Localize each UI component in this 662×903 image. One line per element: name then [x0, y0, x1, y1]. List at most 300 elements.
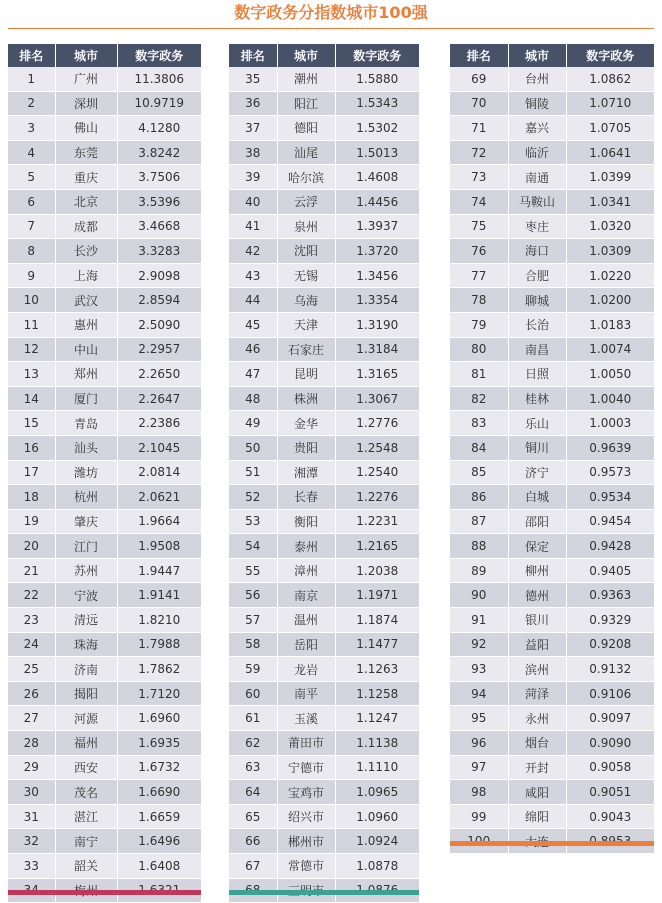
- city-cell: 西安: [55, 755, 117, 780]
- city-cell: 韶关: [55, 854, 117, 879]
- rank-cell: 85: [450, 460, 508, 485]
- rank-cell: 80: [450, 337, 508, 362]
- rank-cell: 70: [450, 91, 508, 116]
- city-cell: 潍坊: [55, 460, 117, 485]
- page-title: 数字政务分指数城市100强: [234, 3, 428, 22]
- score-cell: 2.5090: [117, 312, 201, 337]
- rank-cell: 60: [229, 681, 277, 706]
- header-rank: 排名: [450, 44, 508, 67]
- city-cell: 深圳: [55, 91, 117, 116]
- rank-cell: 87: [450, 509, 508, 534]
- rank-cell: 75: [450, 214, 508, 239]
- rank-cell: 23: [8, 608, 55, 633]
- score-cell: 1.3184: [335, 337, 419, 362]
- score-cell: 1.6496: [117, 829, 201, 854]
- rank-cell: 78: [450, 288, 508, 313]
- table-row: [229, 362, 419, 387]
- table-row: [229, 681, 419, 706]
- table-row: [229, 829, 419, 854]
- score-cell: 1.0960: [335, 804, 419, 829]
- table-row: [8, 386, 201, 411]
- score-cell: 1.0320: [566, 214, 654, 239]
- city-cell: 南宁: [55, 829, 117, 854]
- score-cell: 0.9405: [566, 558, 654, 583]
- score-cell: 1.3354: [335, 288, 419, 313]
- score-cell: 1.6960: [117, 706, 201, 731]
- table-row: [450, 558, 654, 583]
- table-row: [450, 239, 654, 264]
- score-cell: 1.1971: [335, 583, 419, 608]
- city-cell: 开封: [508, 755, 566, 780]
- score-cell: 1.0183: [566, 312, 654, 337]
- score-cell: 1.6408: [117, 854, 201, 879]
- table-row: [8, 67, 201, 91]
- city-cell: 湘潭: [277, 460, 335, 485]
- table-row: [229, 67, 419, 91]
- city-cell: 马鞍山: [508, 189, 566, 214]
- score-cell: 1.0965: [335, 780, 419, 805]
- table-row: [450, 91, 654, 116]
- city-cell: 汕尾: [277, 140, 335, 165]
- city-cell: 云浮: [277, 189, 335, 214]
- table-row: [229, 411, 419, 436]
- score-cell: 1.5013: [335, 140, 419, 165]
- rank-cell: 90: [450, 583, 508, 608]
- table-row: [229, 239, 419, 264]
- table-row: [450, 386, 654, 411]
- table-row: [229, 386, 419, 411]
- city-cell: 阳江: [277, 91, 335, 116]
- city-cell: 德州: [508, 583, 566, 608]
- rank-cell: 7: [8, 214, 55, 239]
- city-cell: 南昌: [508, 337, 566, 362]
- ranking-table-2: [229, 44, 419, 903]
- score-cell: 0.9363: [566, 583, 654, 608]
- table-row: [229, 558, 419, 583]
- table-row: [8, 755, 201, 780]
- rank-cell: 3: [8, 116, 55, 141]
- score-cell: 0.9454: [566, 509, 654, 534]
- score-cell: 2.9098: [117, 263, 201, 288]
- rank-cell: 93: [450, 657, 508, 682]
- table-row: [450, 534, 654, 559]
- score-cell: 0.9097: [566, 706, 654, 731]
- city-cell: 聊城: [508, 288, 566, 313]
- score-cell: 1.8210: [117, 608, 201, 633]
- score-cell: 1.9141: [117, 583, 201, 608]
- rank-cell: 5: [8, 165, 55, 190]
- rank-cell: 49: [229, 411, 277, 436]
- city-cell: 保定: [508, 534, 566, 559]
- table-row: [450, 435, 654, 460]
- rank-cell: 84: [450, 435, 508, 460]
- score-cell: 0.9043: [566, 804, 654, 829]
- rank-cell: 25: [8, 657, 55, 682]
- city-cell: 上海: [55, 263, 117, 288]
- table-row: [8, 435, 201, 460]
- table-row: [450, 632, 654, 657]
- rank-cell: 54: [229, 534, 277, 559]
- table-row: [229, 214, 419, 239]
- rank-cell: 6: [8, 189, 55, 214]
- table-row: [8, 583, 201, 608]
- score-cell: 1.0399: [566, 165, 654, 190]
- table-row: [8, 165, 201, 190]
- table-row: [8, 854, 201, 879]
- city-cell: 银川: [508, 608, 566, 633]
- score-cell: 2.0621: [117, 485, 201, 510]
- table-row: [450, 411, 654, 436]
- score-cell: 1.2276: [335, 485, 419, 510]
- city-cell: 沈阳: [277, 239, 335, 264]
- city-cell: 杭州: [55, 485, 117, 510]
- city-cell: 汕头: [55, 435, 117, 460]
- ranking-table-3: [450, 44, 654, 854]
- city-cell: 清远: [55, 608, 117, 633]
- table-row: [8, 829, 201, 854]
- score-cell: 1.7120: [117, 681, 201, 706]
- rank-cell: 59: [229, 657, 277, 682]
- city-cell: 成都: [55, 214, 117, 239]
- rank-cell: 57: [229, 608, 277, 633]
- rank-cell: 55: [229, 558, 277, 583]
- city-cell: 滨州: [508, 657, 566, 682]
- table-row: [8, 312, 201, 337]
- city-cell: 永州: [508, 706, 566, 731]
- city-cell: 贵阳: [277, 435, 335, 460]
- table-row: [229, 140, 419, 165]
- rank-cell: 43: [229, 263, 277, 288]
- city-cell: 揭阳: [55, 681, 117, 706]
- city-cell: 温州: [277, 608, 335, 633]
- city-cell: 邵阳: [508, 509, 566, 534]
- score-cell: 1.1874: [335, 608, 419, 633]
- score-cell: 1.0040: [566, 386, 654, 411]
- rank-cell: 65: [229, 804, 277, 829]
- score-cell: 1.1477: [335, 632, 419, 657]
- header-score: 数字政务: [566, 44, 654, 67]
- table-row: [8, 558, 201, 583]
- city-cell: 株洲: [277, 386, 335, 411]
- city-cell: 烟台: [508, 731, 566, 756]
- header-score: 数字政务: [117, 44, 201, 67]
- rank-cell: 92: [450, 632, 508, 657]
- score-cell: 1.2540: [335, 460, 419, 485]
- score-cell: 1.0862: [566, 67, 654, 91]
- rank-cell: 41: [229, 214, 277, 239]
- rank-cell: 37: [229, 116, 277, 141]
- score-cell: 0.9329: [566, 608, 654, 633]
- rank-cell: 13: [8, 362, 55, 387]
- table-row: [8, 140, 201, 165]
- table-row: [8, 608, 201, 633]
- city-cell: 惠州: [55, 312, 117, 337]
- rank-cell: 62: [229, 731, 277, 756]
- title-divider: [8, 28, 654, 29]
- rank-cell: 77: [450, 263, 508, 288]
- score-cell: 1.4456: [335, 189, 419, 214]
- rank-cell: 79: [450, 312, 508, 337]
- table-row: [8, 485, 201, 510]
- city-cell: 宁波: [55, 583, 117, 608]
- score-cell: 0.9639: [566, 435, 654, 460]
- table-row: [229, 337, 419, 362]
- city-cell: 南通: [508, 165, 566, 190]
- score-cell: 2.2957: [117, 337, 201, 362]
- city-cell: 湛江: [55, 804, 117, 829]
- table-row: [229, 657, 419, 682]
- rank-cell: 14: [8, 386, 55, 411]
- score-cell: 1.0705: [566, 116, 654, 141]
- city-cell: 白城: [508, 485, 566, 510]
- table-row: [8, 116, 201, 141]
- table-row: [8, 362, 201, 387]
- score-cell: 1.3190: [335, 312, 419, 337]
- city-cell: 宁德市: [277, 755, 335, 780]
- city-cell: 玉溪: [277, 706, 335, 731]
- rank-cell: 21: [8, 558, 55, 583]
- city-cell: 济宁: [508, 460, 566, 485]
- rank-cell: 46: [229, 337, 277, 362]
- score-cell: 1.3165: [335, 362, 419, 387]
- city-cell: 台州: [508, 67, 566, 91]
- rank-cell: 58: [229, 632, 277, 657]
- rank-cell: 73: [450, 165, 508, 190]
- score-cell: 3.7506: [117, 165, 201, 190]
- table-row: [8, 460, 201, 485]
- header-city: 城市: [508, 44, 566, 67]
- score-cell: 4.1280: [117, 116, 201, 141]
- city-cell: 益阳: [508, 632, 566, 657]
- table-row: [229, 731, 419, 756]
- score-cell: 0.9058: [566, 755, 654, 780]
- table-row: [450, 312, 654, 337]
- score-cell: 1.9664: [117, 509, 201, 534]
- score-cell: 1.0641: [566, 140, 654, 165]
- table-row: [450, 755, 654, 780]
- rank-cell: 32: [8, 829, 55, 854]
- table-2-bottom-bar: [229, 890, 419, 895]
- score-cell: 1.1138: [335, 731, 419, 756]
- score-cell: 2.2647: [117, 386, 201, 411]
- city-cell: 菏泽: [508, 681, 566, 706]
- table-row: [450, 583, 654, 608]
- table-row: [8, 731, 201, 756]
- city-cell: 乌海: [277, 288, 335, 313]
- city-cell: 铜川: [508, 435, 566, 460]
- score-cell: 1.0878: [335, 854, 419, 879]
- table-row: [229, 583, 419, 608]
- rank-cell: 91: [450, 608, 508, 633]
- table-row: [8, 780, 201, 805]
- table-row: [450, 460, 654, 485]
- city-cell: 泉州: [277, 214, 335, 239]
- city-cell: 哈尔滨: [277, 165, 335, 190]
- city-cell: 嘉兴: [508, 116, 566, 141]
- city-cell: 郴州市: [277, 829, 335, 854]
- rank-cell: 42: [229, 239, 277, 264]
- score-cell: 0.9573: [566, 460, 654, 485]
- rank-cell: 51: [229, 460, 277, 485]
- score-cell: 1.3720: [335, 239, 419, 264]
- table-row: [229, 165, 419, 190]
- score-cell: 1.7862: [117, 657, 201, 682]
- table-row: [450, 337, 654, 362]
- rank-cell: 22: [8, 583, 55, 608]
- rank-cell: 20: [8, 534, 55, 559]
- rank-cell: 61: [229, 706, 277, 731]
- city-cell: 常德市: [277, 854, 335, 879]
- rank-cell: 45: [229, 312, 277, 337]
- rank-cell: 82: [450, 386, 508, 411]
- rank-cell: 53: [229, 509, 277, 534]
- score-cell: 1.0710: [566, 91, 654, 116]
- city-cell: 河源: [55, 706, 117, 731]
- rank-cell: 74: [450, 189, 508, 214]
- table-row: [8, 411, 201, 436]
- city-cell: 天津: [277, 312, 335, 337]
- city-cell: 南京: [277, 583, 335, 608]
- city-cell: 岳阳: [277, 632, 335, 657]
- city-cell: 合肥: [508, 263, 566, 288]
- score-cell: 3.3283: [117, 239, 201, 264]
- city-cell: 无锡: [277, 263, 335, 288]
- city-cell: 中山: [55, 337, 117, 362]
- city-cell: 北京: [55, 189, 117, 214]
- score-cell: 0.9051: [566, 780, 654, 805]
- header-score: 数字政务: [335, 44, 419, 67]
- table-row: [8, 534, 201, 559]
- table-row: [229, 509, 419, 534]
- table-row: [229, 263, 419, 288]
- score-cell: 1.0341: [566, 189, 654, 214]
- rank-cell: 28: [8, 731, 55, 756]
- rank-cell: 38: [229, 140, 277, 165]
- city-cell: 济南: [55, 657, 117, 682]
- score-cell: 1.3456: [335, 263, 419, 288]
- rank-cell: 31: [8, 804, 55, 829]
- rank-cell: 30: [8, 780, 55, 805]
- table-row: [450, 706, 654, 731]
- city-cell: 肇庆: [55, 509, 117, 534]
- table-row: [450, 140, 654, 165]
- score-cell: 2.2386: [117, 411, 201, 436]
- rank-cell: 17: [8, 460, 55, 485]
- table-row: [450, 189, 654, 214]
- rank-cell: 72: [450, 140, 508, 165]
- rank-cell: 76: [450, 239, 508, 264]
- rank-cell: 69: [450, 67, 508, 91]
- table-row: [450, 67, 654, 91]
- score-cell: 1.1258: [335, 681, 419, 706]
- city-cell: 临沂: [508, 140, 566, 165]
- table-row: [450, 509, 654, 534]
- score-cell: 1.7988: [117, 632, 201, 657]
- city-cell: 龙岩: [277, 657, 335, 682]
- ranking-table-1: [8, 44, 201, 903]
- rank-cell: 63: [229, 755, 277, 780]
- rank-cell: 48: [229, 386, 277, 411]
- table-row: [229, 706, 419, 731]
- city-cell: 莆田市: [277, 731, 335, 756]
- rank-cell: 94: [450, 681, 508, 706]
- table-row: [8, 632, 201, 657]
- city-cell: 柳州: [508, 558, 566, 583]
- score-cell: 11.3806: [117, 67, 201, 91]
- city-cell: 长治: [508, 312, 566, 337]
- city-cell: 枣庄: [508, 214, 566, 239]
- score-cell: 1.6935: [117, 731, 201, 756]
- rank-cell: 1: [8, 67, 55, 91]
- table-row: [450, 214, 654, 239]
- city-cell: 宝鸡市: [277, 780, 335, 805]
- table-row: [450, 165, 654, 190]
- table-row: [450, 804, 654, 829]
- city-cell: 东莞: [55, 140, 117, 165]
- score-cell: 1.5880: [335, 67, 419, 91]
- rank-cell: 35: [229, 67, 277, 91]
- score-cell: 0.9106: [566, 681, 654, 706]
- rank-cell: 40: [229, 189, 277, 214]
- score-cell: 1.2776: [335, 411, 419, 436]
- header-city: 城市: [277, 44, 335, 67]
- rank-cell: 67: [229, 854, 277, 879]
- city-cell: 重庆: [55, 165, 117, 190]
- city-cell: 绵阳: [508, 804, 566, 829]
- table-row: [450, 263, 654, 288]
- rank-cell: 15: [8, 411, 55, 436]
- score-cell: 1.1110: [335, 755, 419, 780]
- rank-cell: 16: [8, 435, 55, 460]
- city-cell: 绍兴市: [277, 804, 335, 829]
- rank-cell: 39: [229, 165, 277, 190]
- city-cell: 铜陵: [508, 91, 566, 116]
- table-row: [8, 91, 201, 116]
- rank-cell: 47: [229, 362, 277, 387]
- score-cell: 1.6659: [117, 804, 201, 829]
- score-cell: 0.9534: [566, 485, 654, 510]
- table-row: [8, 288, 201, 313]
- table-row: [8, 657, 201, 682]
- score-cell: 1.2165: [335, 534, 419, 559]
- score-cell: 1.0309: [566, 239, 654, 264]
- table-row: [8, 706, 201, 731]
- table-row: [229, 804, 419, 829]
- score-cell: 1.2548: [335, 435, 419, 460]
- rank-cell: 89: [450, 558, 508, 583]
- rank-cell: 2: [8, 91, 55, 116]
- table-row: [229, 608, 419, 633]
- rank-cell: 81: [450, 362, 508, 387]
- table-row: [229, 116, 419, 141]
- rank-cell: 50: [229, 435, 277, 460]
- rank-cell: 12: [8, 337, 55, 362]
- city-cell: 金华: [277, 411, 335, 436]
- table-row: [450, 116, 654, 141]
- city-cell: 漳州: [277, 558, 335, 583]
- header-city: 城市: [55, 44, 117, 67]
- table-row: [8, 189, 201, 214]
- score-cell: 1.6690: [117, 780, 201, 805]
- table-row: [229, 755, 419, 780]
- city-cell: 海口: [508, 239, 566, 264]
- city-cell: 长沙: [55, 239, 117, 264]
- city-cell: 福州: [55, 731, 117, 756]
- rank-cell: 71: [450, 116, 508, 141]
- rank-cell: 9: [8, 263, 55, 288]
- table-row: [8, 509, 201, 534]
- city-cell: 乐山: [508, 411, 566, 436]
